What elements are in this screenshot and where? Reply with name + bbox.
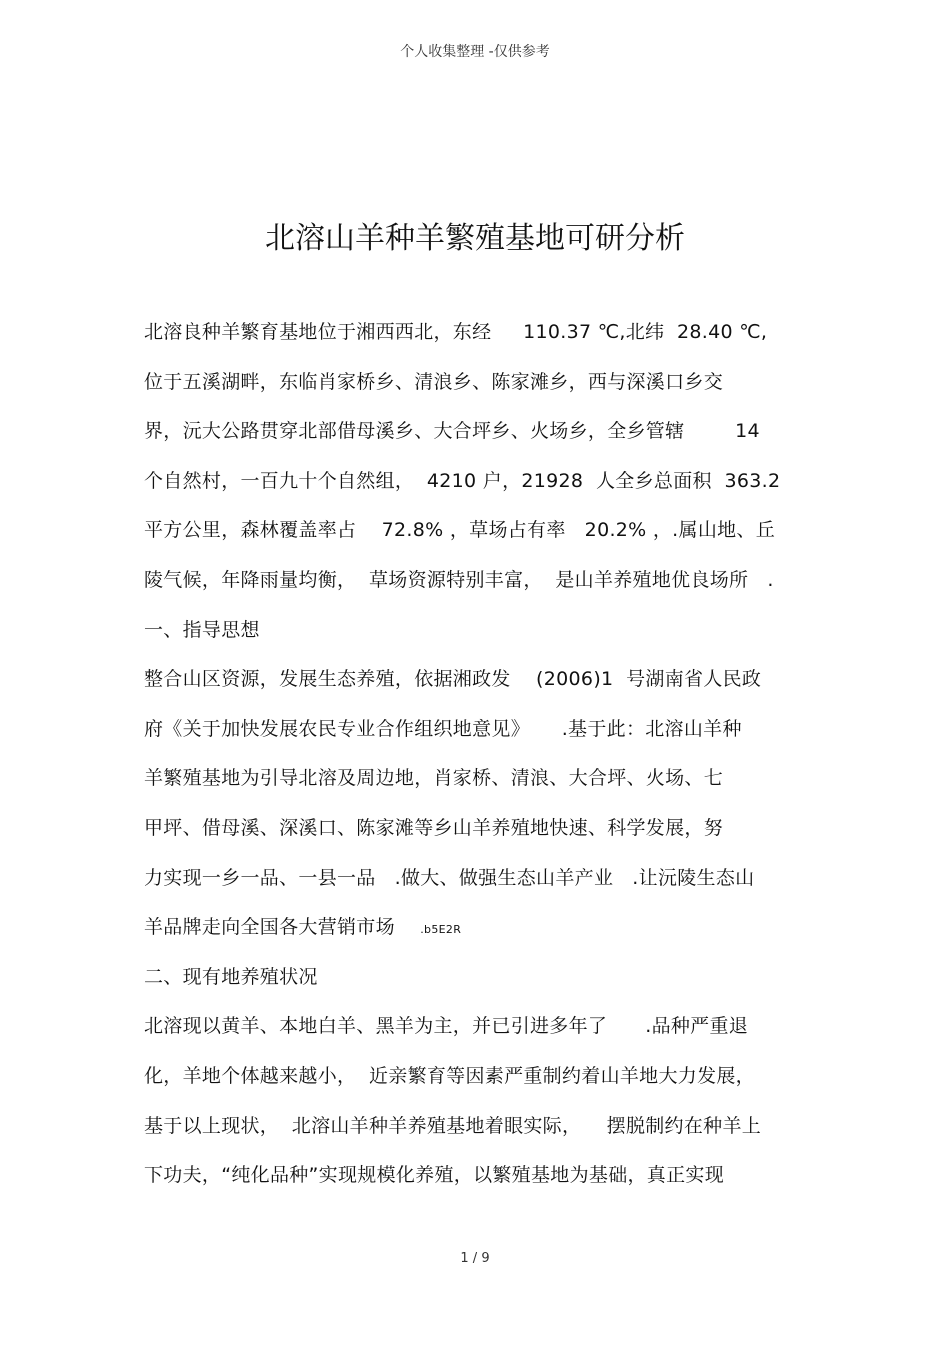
body-line: 位于五溪湖畔，东临肖家桥乡、清浪乡、陈家滩乡，西与深溪口乡交 xyxy=(144,370,724,393)
body-text xyxy=(144,308,824,1201)
body-line: 陵气候，年降雨量均衡， 草场资源特别丰富， 是山羊养殖地优良场所 . xyxy=(144,568,774,591)
page-number: 1 / 9 xyxy=(460,1251,490,1266)
body-line: 整合山区资源，发展生态养殖，依据湘政发 (2006)1 号湖南省人民政 xyxy=(144,668,762,691)
body-line: 平方公里，森林覆盖率占 72.8% ，草场占有率 20.2% ，.属山地、丘 xyxy=(144,519,776,542)
body-line: 北溶现以黄羊、本地白羊、黑羊为主，并已引进多年了 .品种严重退 xyxy=(144,1015,749,1038)
body-line: 羊繁殖基地为引导北溶及周边地，肖家桥、清浪、大合坪、火场、七 xyxy=(144,767,724,790)
body-line: 界，沅大公路贯穿北部借母溪乡、大合坪乡、火场乡，全乡管辖 14 xyxy=(144,420,760,443)
section-heading: 一、指导思想 xyxy=(144,618,260,641)
body-line: 甲坪、借母溪、深溪口、陈家滩等乡山羊养殖地快速、科学发展，努 xyxy=(144,816,724,839)
page-header: 个人收集整理 -仅供参考 xyxy=(400,44,550,60)
body-line xyxy=(144,903,824,953)
document-title: 北溶山羊种羊繁殖基地可研分析 xyxy=(265,221,685,256)
body-line: 化，羊地个体越来越小， 近亲繁育等因素严重制约着山羊地大力发展， xyxy=(144,1064,755,1087)
body-line: 基于以上现状， 北溶山羊种羊养殖基地着眼实际， 摆脱制约在种羊上 xyxy=(144,1114,762,1137)
section-heading: 二、现有地养殖状况 xyxy=(144,965,318,988)
body-line: 北溶良种羊繁育基地位于湘西西北，东经 110.37 ℃,北纬 28.40 ℃, xyxy=(144,321,768,343)
body-line-text: 羊品牌走向全国各大营销市场 xyxy=(144,916,421,939)
body-line: 府《关于加快发展农民专业合作组织地意见》 .基于此：北溶山羊种 xyxy=(144,717,742,740)
reference-code: .b5E2R xyxy=(420,923,462,937)
body-line: 下功夫，“纯化品种”实现规模化养殖，以繁殖基地为基础，真正实现 xyxy=(144,1164,724,1187)
body-line: 个自然村，一百九十个自然组， 4210 户，21928 人全乡总面积 363.2 xyxy=(144,469,781,492)
body-line: 力实现一乡一品、一县一品 .做大、做强生态山羊产业 .让沅陵生态山 xyxy=(144,866,755,889)
